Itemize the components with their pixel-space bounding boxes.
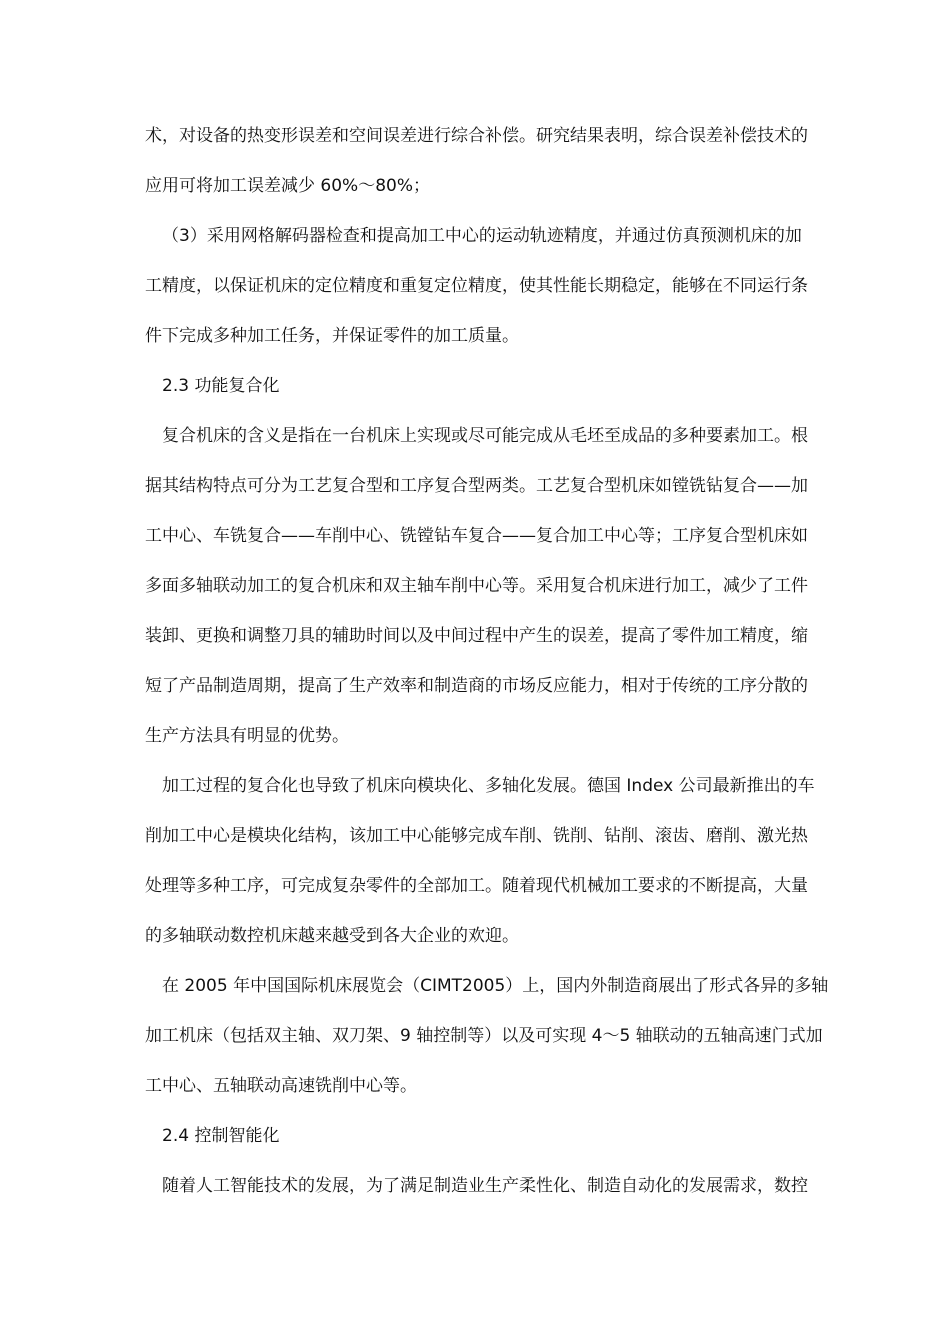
text-line: 据其结构特点可分为工艺复合型和工序复合型两类。工艺复合型机床如镗铣钻复合——加: [145, 476, 808, 496]
text-line: 的多轴联动数控机床越来越受到各大企业的欢迎。: [145, 926, 519, 946]
text-line: 工精度，以保证机床的定位精度和重复定位精度，使其性能长期稳定，能够在不同运行条: [145, 276, 808, 296]
text-line: 在 2005 年中国国际机床展览会（CIMT2005）上，国内外制造商展出了形式各异的多轴: [162, 976, 829, 996]
text-line: 件下完成多种加工任务，并保证零件的加工质量。: [145, 326, 519, 346]
text-line: 短了产品制造周期，提高了生产效率和制造商的市场反应能力，相对于传统的工序分散的: [145, 676, 808, 696]
text-line: 削加工中心是模块化结构，该加工中心能够完成车削、铣削、钻削、滚齿、磨削、激光热: [145, 826, 808, 846]
text-line: 工中心、车铣复合——车削中心、铣镗钻车复合——复合加工中心等；工序复合型机床如: [145, 526, 808, 546]
text-line: 加工机床（包括双主轴、双刀架、9 轴控制等）以及可实现 4～5 轴联动的五轴高速门式加: [145, 1026, 823, 1046]
text-line: 生产方法具有明显的优势。: [145, 726, 349, 746]
text-line: 处理等多种工序，可完成复杂零件的全部加工。随着现代机械加工要求的不断提高，大量: [145, 876, 808, 896]
text-line: 随着人工智能技术的发展，为了满足制造业生产柔性化、制造自动化的发展需求，数控: [162, 1176, 808, 1196]
section-heading: 2.4 控制智能化: [162, 1126, 280, 1146]
text-line: （3）采用网格解码器检查和提高加工中心的运动轨迹精度，并通过仿真预测机床的加: [162, 226, 802, 246]
text-line: 多面多轴联动加工的复合机床和双主轴车削中心等。采用复合机床进行加工，减少了工件: [145, 576, 808, 596]
text-line: 工中心、五轴联动高速铣削中心等。: [145, 1076, 417, 1096]
text-line: 复合机床的含义是指在一台机床上实现或尽可能完成从毛坯至成品的多种要素加工。根: [162, 426, 808, 446]
text-line: 术，对设备的热变形误差和空间误差进行综合补偿。研究结果表明，综合误差补偿技术的: [145, 126, 808, 146]
text-line: 装卸、更换和调整刀具的辅助时间以及中间过程中产生的误差，提高了零件加工精度，缩: [145, 626, 808, 646]
text-line: 加工过程的复合化也导致了机床向模块化、多轴化发展。德国 Index 公司最新推出的车: [162, 776, 815, 796]
section-heading: 2.3 功能复合化: [162, 376, 280, 396]
text-line: 应用可将加工误差减少 60%～80%；: [145, 176, 430, 196]
